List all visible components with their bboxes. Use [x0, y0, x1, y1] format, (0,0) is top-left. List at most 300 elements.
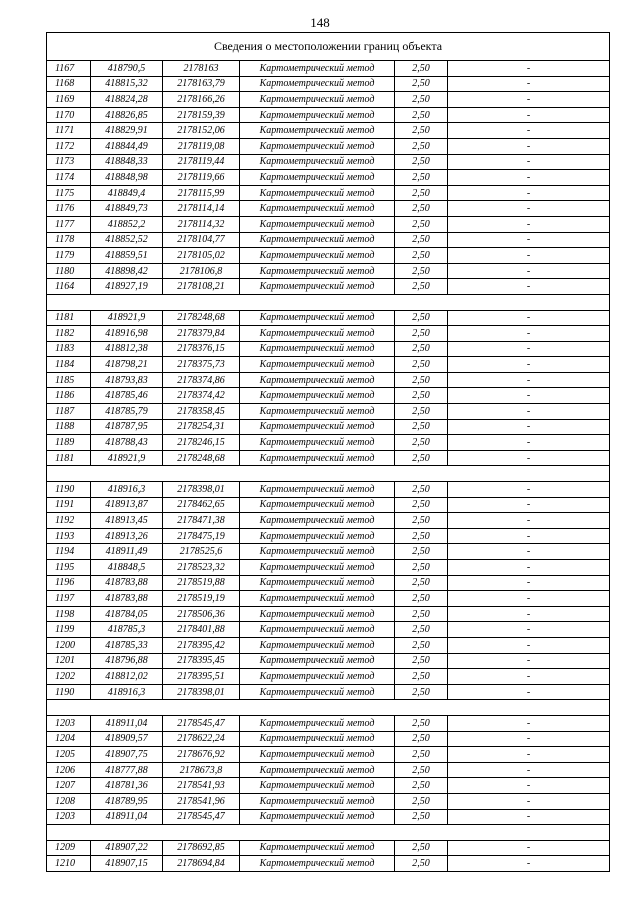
- table-row: [47, 201, 610, 217]
- y-coordinate-cell: 2178248,68: [163, 450, 240, 466]
- point-number-cell: 1204: [47, 731, 91, 747]
- precision-cell: 2,50: [395, 669, 448, 685]
- description-cell: -: [448, 528, 610, 544]
- method-cell: Картометрический метод: [240, 92, 395, 108]
- precision-cell: 2,50: [395, 248, 448, 264]
- table-row: [47, 840, 610, 856]
- y-coordinate-cell: 2178471,38: [163, 513, 240, 529]
- method-cell: Картометрический метод: [240, 419, 395, 435]
- x-coordinate-cell: 418844,49: [91, 138, 163, 154]
- description-cell: -: [448, 310, 610, 326]
- x-coordinate-cell: 418793,83: [91, 372, 163, 388]
- method-cell: Картометрический метод: [240, 482, 395, 498]
- point-number-cell: 1178: [47, 232, 91, 248]
- table-row: [47, 622, 610, 638]
- y-coordinate-cell: 2178163: [163, 61, 240, 77]
- point-number-cell: 1205: [47, 747, 91, 763]
- x-coordinate-cell: 418785,79: [91, 404, 163, 420]
- precision-cell: 2,50: [395, 107, 448, 123]
- y-coordinate-cell: 2178379,84: [163, 326, 240, 342]
- method-cell: Картометрический метод: [240, 747, 395, 763]
- description-cell: -: [448, 61, 610, 77]
- table-row: [47, 388, 610, 404]
- table-row: [47, 279, 610, 295]
- y-coordinate-cell: 2178506,36: [163, 606, 240, 622]
- table-body: [47, 61, 610, 872]
- method-cell: Картометрический метод: [240, 560, 395, 576]
- description-cell: -: [448, 419, 610, 435]
- table-row: [47, 809, 610, 825]
- point-number-cell: 1203: [47, 809, 91, 825]
- method-cell: Картометрический метод: [240, 185, 395, 201]
- table-row: [47, 497, 610, 513]
- table-row: [47, 310, 610, 326]
- y-coordinate-cell: 2178376,15: [163, 341, 240, 357]
- point-number-cell: 1195: [47, 560, 91, 576]
- description-cell: -: [448, 544, 610, 560]
- precision-cell: 2,50: [395, 61, 448, 77]
- point-number-cell: 1183: [47, 341, 91, 357]
- point-number-cell: 1200: [47, 637, 91, 653]
- y-coordinate-cell: 2178673,8: [163, 762, 240, 778]
- point-number-cell: 1179: [47, 248, 91, 264]
- y-coordinate-cell: 2178152,06: [163, 123, 240, 139]
- precision-cell: 2,50: [395, 715, 448, 731]
- method-cell: Картометрический метод: [240, 435, 395, 451]
- point-number-cell: 1197: [47, 591, 91, 607]
- method-cell: Картометрический метод: [240, 372, 395, 388]
- point-number-cell: 1176: [47, 201, 91, 217]
- point-number-cell: 1181: [47, 450, 91, 466]
- x-coordinate-cell: 418907,22: [91, 840, 163, 856]
- description-cell: -: [448, 435, 610, 451]
- precision-cell: 2,50: [395, 326, 448, 342]
- description-cell: -: [448, 279, 610, 295]
- y-coordinate-cell: 2178375,73: [163, 357, 240, 373]
- precision-cell: 2,50: [395, 404, 448, 420]
- table-row: [47, 778, 610, 794]
- description-cell: -: [448, 684, 610, 700]
- group-separator-row: [47, 825, 610, 841]
- x-coordinate-cell: 418785,33: [91, 637, 163, 653]
- point-number-cell: 1187: [47, 404, 91, 420]
- precision-cell: 2,50: [395, 185, 448, 201]
- x-coordinate-cell: 418777,88: [91, 762, 163, 778]
- method-cell: Картометрический метод: [240, 778, 395, 794]
- y-coordinate-cell: 2178525,6: [163, 544, 240, 560]
- point-number-cell: 1192: [47, 513, 91, 529]
- method-cell: Картометрический метод: [240, 544, 395, 560]
- method-cell: Картометрический метод: [240, 809, 395, 825]
- description-cell: -: [448, 357, 610, 373]
- table-row: [47, 138, 610, 154]
- y-coordinate-cell: 2178395,51: [163, 669, 240, 685]
- description-cell: -: [448, 201, 610, 217]
- description-cell: -: [448, 731, 610, 747]
- point-number-cell: 1203: [47, 715, 91, 731]
- description-cell: -: [448, 372, 610, 388]
- point-number-cell: 1177: [47, 216, 91, 232]
- point-number-cell: 1190: [47, 684, 91, 700]
- description-cell: -: [448, 388, 610, 404]
- point-number-cell: 1184: [47, 357, 91, 373]
- y-coordinate-cell: 2178519,88: [163, 575, 240, 591]
- precision-cell: 2,50: [395, 138, 448, 154]
- precision-cell: 2,50: [395, 92, 448, 108]
- description-cell: -: [448, 76, 610, 92]
- y-coordinate-cell: 2178114,14: [163, 201, 240, 217]
- description-cell: -: [448, 170, 610, 186]
- precision-cell: 2,50: [395, 637, 448, 653]
- precision-cell: 2,50: [395, 310, 448, 326]
- table-row: [47, 248, 610, 264]
- precision-cell: 2,50: [395, 123, 448, 139]
- precision-cell: 2,50: [395, 793, 448, 809]
- method-cell: Картометрический метод: [240, 123, 395, 139]
- description-cell: -: [448, 482, 610, 498]
- group-separator-row: [47, 294, 610, 310]
- x-coordinate-cell: 418927,19: [91, 279, 163, 295]
- method-cell: Картометрический метод: [240, 669, 395, 685]
- x-coordinate-cell: 418911,49: [91, 544, 163, 560]
- description-cell: -: [448, 185, 610, 201]
- method-cell: Картометрический метод: [240, 326, 395, 342]
- y-coordinate-cell: 2178246,15: [163, 435, 240, 451]
- method-cell: Картометрический метод: [240, 216, 395, 232]
- method-cell: Картометрический метод: [240, 170, 395, 186]
- point-number-cell: 1194: [47, 544, 91, 560]
- x-coordinate-cell: 418907,15: [91, 856, 163, 872]
- point-number-cell: 1180: [47, 263, 91, 279]
- table-row: [47, 341, 610, 357]
- point-number-cell: 1210: [47, 856, 91, 872]
- precision-cell: 2,50: [395, 497, 448, 513]
- description-cell: -: [448, 513, 610, 529]
- x-coordinate-cell: 418848,98: [91, 170, 163, 186]
- precision-cell: 2,50: [395, 341, 448, 357]
- point-number-cell: 1208: [47, 793, 91, 809]
- method-cell: Картометрический метод: [240, 591, 395, 607]
- point-number-cell: 1181: [47, 310, 91, 326]
- x-coordinate-cell: 418907,75: [91, 747, 163, 763]
- precision-cell: 2,50: [395, 435, 448, 451]
- precision-cell: 2,50: [395, 622, 448, 638]
- y-coordinate-cell: 2178106,8: [163, 263, 240, 279]
- description-cell: -: [448, 778, 610, 794]
- table-row: [47, 528, 610, 544]
- x-coordinate-cell: 418911,04: [91, 809, 163, 825]
- table-row: [47, 372, 610, 388]
- precision-cell: 2,50: [395, 840, 448, 856]
- x-coordinate-cell: 418921,9: [91, 450, 163, 466]
- precision-cell: 2,50: [395, 591, 448, 607]
- y-coordinate-cell: 2178523,32: [163, 560, 240, 576]
- x-coordinate-cell: 418911,04: [91, 715, 163, 731]
- table-row: [47, 653, 610, 669]
- table-row: [47, 747, 610, 763]
- precision-cell: 2,50: [395, 419, 448, 435]
- method-cell: Картометрический метод: [240, 762, 395, 778]
- x-coordinate-cell: 418916,98: [91, 326, 163, 342]
- description-cell: -: [448, 840, 610, 856]
- description-cell: -: [448, 341, 610, 357]
- method-cell: Картометрический метод: [240, 154, 395, 170]
- method-cell: Картометрический метод: [240, 793, 395, 809]
- x-coordinate-cell: 418848,5: [91, 560, 163, 576]
- table-row: [47, 793, 610, 809]
- description-cell: -: [448, 404, 610, 420]
- table-row: [47, 263, 610, 279]
- precision-cell: 2,50: [395, 778, 448, 794]
- y-coordinate-cell: 2178694,84: [163, 856, 240, 872]
- description-cell: -: [448, 497, 610, 513]
- description-cell: -: [448, 793, 610, 809]
- x-coordinate-cell: 418783,88: [91, 575, 163, 591]
- method-cell: Картометрический метод: [240, 310, 395, 326]
- x-coordinate-cell: 418829,91: [91, 123, 163, 139]
- point-number-cell: 1196: [47, 575, 91, 591]
- description-cell: -: [448, 232, 610, 248]
- x-coordinate-cell: 418787,95: [91, 419, 163, 435]
- table-row: [47, 591, 610, 607]
- precision-cell: 2,50: [395, 263, 448, 279]
- table-row: [47, 856, 610, 872]
- point-number-cell: 1174: [47, 170, 91, 186]
- x-coordinate-cell: 418796,88: [91, 653, 163, 669]
- x-coordinate-cell: 418848,33: [91, 154, 163, 170]
- point-number-cell: 1168: [47, 76, 91, 92]
- description-cell: -: [448, 575, 610, 591]
- y-coordinate-cell: 2178545,47: [163, 809, 240, 825]
- table-row: [47, 76, 610, 92]
- point-number-cell: 1206: [47, 762, 91, 778]
- table-row: [47, 684, 610, 700]
- description-cell: -: [448, 450, 610, 466]
- description-cell: -: [448, 591, 610, 607]
- method-cell: Картометрический метод: [240, 606, 395, 622]
- table-row: [47, 435, 610, 451]
- table-row: [47, 544, 610, 560]
- description-cell: -: [448, 154, 610, 170]
- y-coordinate-cell: 2178166,26: [163, 92, 240, 108]
- point-number-cell: 1172: [47, 138, 91, 154]
- y-coordinate-cell: 2178358,45: [163, 404, 240, 420]
- x-coordinate-cell: 418798,21: [91, 357, 163, 373]
- description-cell: -: [448, 856, 610, 872]
- description-cell: -: [448, 92, 610, 108]
- table-row: [47, 154, 610, 170]
- x-coordinate-cell: 418790,5: [91, 61, 163, 77]
- precision-cell: 2,50: [395, 856, 448, 872]
- method-cell: Картометрический метод: [240, 404, 395, 420]
- table-row: [47, 669, 610, 685]
- method-cell: Картометрический метод: [240, 575, 395, 591]
- y-coordinate-cell: 2178398,01: [163, 684, 240, 700]
- precision-cell: 2,50: [395, 216, 448, 232]
- method-cell: Картометрический метод: [240, 653, 395, 669]
- description-cell: -: [448, 747, 610, 763]
- point-number-cell: 1171: [47, 123, 91, 139]
- y-coordinate-cell: 2178401,88: [163, 622, 240, 638]
- method-cell: Картометрический метод: [240, 201, 395, 217]
- precision-cell: 2,50: [395, 372, 448, 388]
- description-cell: -: [448, 326, 610, 342]
- y-coordinate-cell: 2178108,21: [163, 279, 240, 295]
- description-cell: -: [448, 138, 610, 154]
- x-coordinate-cell: 418916,3: [91, 684, 163, 700]
- y-coordinate-cell: 2178119,44: [163, 154, 240, 170]
- method-cell: Картометрический метод: [240, 497, 395, 513]
- point-number-cell: 1191: [47, 497, 91, 513]
- precision-cell: 2,50: [395, 357, 448, 373]
- point-number-cell: 1198: [47, 606, 91, 622]
- description-cell: -: [448, 263, 610, 279]
- precision-cell: 2,50: [395, 201, 448, 217]
- precision-cell: 2,50: [395, 76, 448, 92]
- boundary-coordinates-table: [46, 32, 610, 872]
- table-row: [47, 92, 610, 108]
- y-coordinate-cell: 2178119,66: [163, 170, 240, 186]
- separator-cell: [47, 466, 610, 482]
- description-cell: -: [448, 622, 610, 638]
- point-number-cell: 1207: [47, 778, 91, 794]
- x-coordinate-cell: 418916,3: [91, 482, 163, 498]
- method-cell: Картометрический метод: [240, 388, 395, 404]
- y-coordinate-cell: 2178395,45: [163, 653, 240, 669]
- x-coordinate-cell: 418783,88: [91, 591, 163, 607]
- method-cell: Картометрический метод: [240, 622, 395, 638]
- precision-cell: 2,50: [395, 575, 448, 591]
- method-cell: Картометрический метод: [240, 528, 395, 544]
- method-cell: Картометрический метод: [240, 138, 395, 154]
- x-coordinate-cell: 418852,52: [91, 232, 163, 248]
- separator-cell: [47, 825, 610, 841]
- precision-cell: 2,50: [395, 747, 448, 763]
- precision-cell: 2,50: [395, 762, 448, 778]
- y-coordinate-cell: 2178395,42: [163, 637, 240, 653]
- y-coordinate-cell: 2178254,31: [163, 419, 240, 435]
- precision-cell: 2,50: [395, 279, 448, 295]
- method-cell: Картометрический метод: [240, 263, 395, 279]
- method-cell: Картометрический метод: [240, 840, 395, 856]
- x-coordinate-cell: 418826,85: [91, 107, 163, 123]
- x-coordinate-cell: 418909,57: [91, 731, 163, 747]
- method-cell: Картометрический метод: [240, 357, 395, 373]
- precision-cell: 2,50: [395, 653, 448, 669]
- description-cell: -: [448, 653, 610, 669]
- y-coordinate-cell: 2178163,79: [163, 76, 240, 92]
- method-cell: Картометрический метод: [240, 76, 395, 92]
- precision-cell: 2,50: [395, 528, 448, 544]
- x-coordinate-cell: 418812,38: [91, 341, 163, 357]
- precision-cell: 2,50: [395, 809, 448, 825]
- precision-cell: 2,50: [395, 560, 448, 576]
- table-row: [47, 123, 610, 139]
- precision-cell: 2,50: [395, 154, 448, 170]
- group-separator-row: [47, 466, 610, 482]
- point-number-cell: 1186: [47, 388, 91, 404]
- precision-cell: 2,50: [395, 482, 448, 498]
- x-coordinate-cell: 418852,2: [91, 216, 163, 232]
- y-coordinate-cell: 2178374,42: [163, 388, 240, 404]
- y-coordinate-cell: 2178374,86: [163, 372, 240, 388]
- method-cell: Картометрический метод: [240, 279, 395, 295]
- y-coordinate-cell: 2178676,92: [163, 747, 240, 763]
- y-coordinate-cell: 2178159,39: [163, 107, 240, 123]
- method-cell: Картометрический метод: [240, 107, 395, 123]
- method-cell: Картометрический метод: [240, 341, 395, 357]
- method-cell: Картометрический метод: [240, 248, 395, 264]
- description-cell: -: [448, 123, 610, 139]
- x-coordinate-cell: 418849,4: [91, 185, 163, 201]
- precision-cell: 2,50: [395, 450, 448, 466]
- y-coordinate-cell: 2178622,24: [163, 731, 240, 747]
- x-coordinate-cell: 418812,02: [91, 669, 163, 685]
- y-coordinate-cell: 2178475,19: [163, 528, 240, 544]
- point-number-cell: 1185: [47, 372, 91, 388]
- x-coordinate-cell: 418913,45: [91, 513, 163, 529]
- point-number-cell: 1182: [47, 326, 91, 342]
- point-number-cell: 1164: [47, 279, 91, 295]
- x-coordinate-cell: 418781,36: [91, 778, 163, 794]
- point-number-cell: 1190: [47, 482, 91, 498]
- table-row: [47, 357, 610, 373]
- table-row: [47, 606, 610, 622]
- point-number-cell: 1170: [47, 107, 91, 123]
- point-number-cell: 1188: [47, 419, 91, 435]
- precision-cell: 2,50: [395, 544, 448, 560]
- precision-cell: 2,50: [395, 684, 448, 700]
- point-number-cell: 1193: [47, 528, 91, 544]
- y-coordinate-cell: 2178105,02: [163, 248, 240, 264]
- description-cell: -: [448, 637, 610, 653]
- y-coordinate-cell: 2178519,19: [163, 591, 240, 607]
- table-row: [47, 575, 610, 591]
- point-number-cell: 1167: [47, 61, 91, 77]
- description-cell: -: [448, 606, 610, 622]
- table-row: [47, 107, 610, 123]
- method-cell: Картометрический метод: [240, 684, 395, 700]
- y-coordinate-cell: 2178115,99: [163, 185, 240, 201]
- table-row: [47, 404, 610, 420]
- point-number-cell: 1202: [47, 669, 91, 685]
- separator-cell: [47, 700, 610, 716]
- y-coordinate-cell: 2178398,01: [163, 482, 240, 498]
- description-cell: -: [448, 809, 610, 825]
- table-row: [47, 762, 610, 778]
- y-coordinate-cell: 2178541,96: [163, 793, 240, 809]
- table-row: [47, 513, 610, 529]
- x-coordinate-cell: 418788,43: [91, 435, 163, 451]
- y-coordinate-cell: 2178104,77: [163, 232, 240, 248]
- x-coordinate-cell: 418913,87: [91, 497, 163, 513]
- description-cell: -: [448, 669, 610, 685]
- separator-cell: [47, 294, 610, 310]
- precision-cell: 2,50: [395, 731, 448, 747]
- table-title: Сведения о местоположении границ объекта: [47, 33, 610, 61]
- y-coordinate-cell: 2178119,08: [163, 138, 240, 154]
- table-row: [47, 170, 610, 186]
- description-cell: -: [448, 560, 610, 576]
- table-title-row: [47, 33, 610, 61]
- method-cell: Картометрический метод: [240, 513, 395, 529]
- y-coordinate-cell: 2178114,32: [163, 216, 240, 232]
- y-coordinate-cell: 2178541,93: [163, 778, 240, 794]
- precision-cell: 2,50: [395, 388, 448, 404]
- x-coordinate-cell: 418859,51: [91, 248, 163, 264]
- table-row: [47, 637, 610, 653]
- description-cell: -: [448, 715, 610, 731]
